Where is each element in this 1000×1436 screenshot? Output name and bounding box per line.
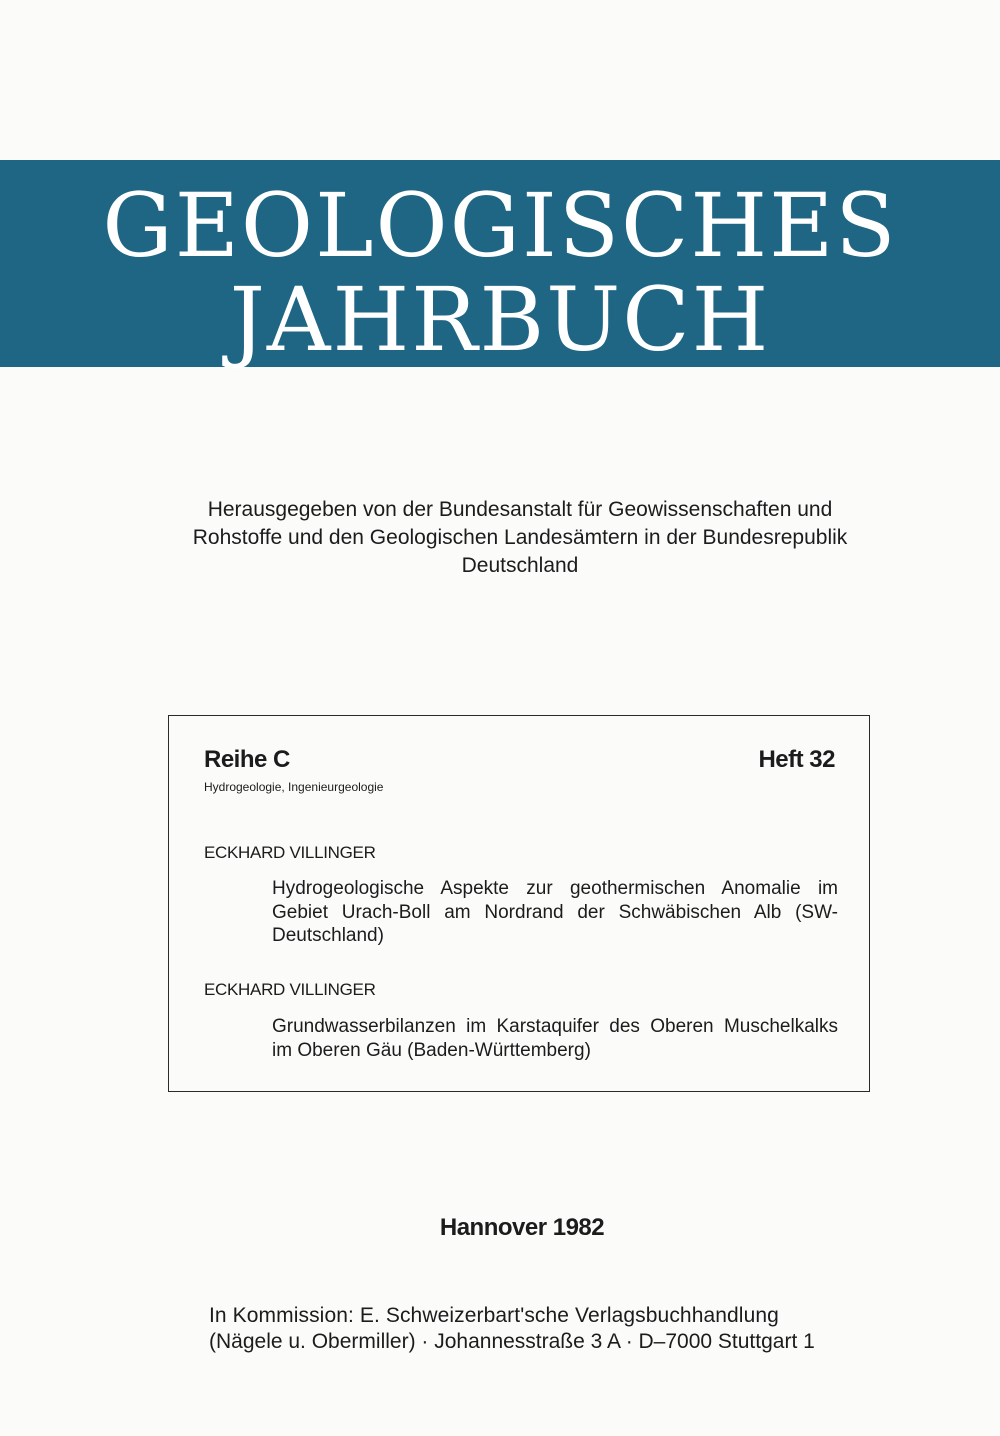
publisher-line-1: Herausgegeben von der Bundesanstalt für Geowissenschaften und xyxy=(207,498,833,521)
publisher-line-3: Deutschland xyxy=(461,554,579,577)
issue-number: Heft 32 xyxy=(758,746,835,773)
journal-title-line-1: GEOLOGISCHES xyxy=(102,174,898,277)
article-2-title: Grundwasserbilanzen im Karstaquifer des Oberen Muschelkalks im Oberen Gäu (Baden-Württemberg) xyxy=(272,1016,838,1061)
journal-title-banner xyxy=(0,160,1000,371)
commission-line-2: (Nägele u. Obermiller) · Johannesstraße 3 A · D–7000 Stuttgart 1 xyxy=(209,1330,815,1353)
commission-line-1: In Kommission: E. Schweizerbart'sche Verlagsbuchhandlung xyxy=(209,1304,779,1327)
place-and-year: Hannover 1982 xyxy=(439,1214,605,1241)
commission-imprint xyxy=(209,1303,839,1355)
journal-title-line-2: JAHRBUCH xyxy=(229,268,771,371)
article-2-author: ECKHARD VILLINGER xyxy=(204,980,376,999)
publisher-line-2: Rohstoffe und den Geologischen Landesämtern in der Bundesrepublik xyxy=(192,526,848,549)
article-1-author: ECKHARD VILLINGER xyxy=(204,843,376,862)
series-contents-box xyxy=(168,715,870,1092)
series-subtitle: Hydrogeologie, Ingenieurgeologie xyxy=(204,780,384,794)
series-name: Reihe C xyxy=(204,746,290,773)
publisher-statement xyxy=(150,496,890,580)
article-1-title: Hydrogeologische Aspekte zur geothermischen Anomalie im Gebiet Urach-Boll am Nordrand der Schwäbischen Alb (SW-Deutschland) xyxy=(272,878,838,946)
